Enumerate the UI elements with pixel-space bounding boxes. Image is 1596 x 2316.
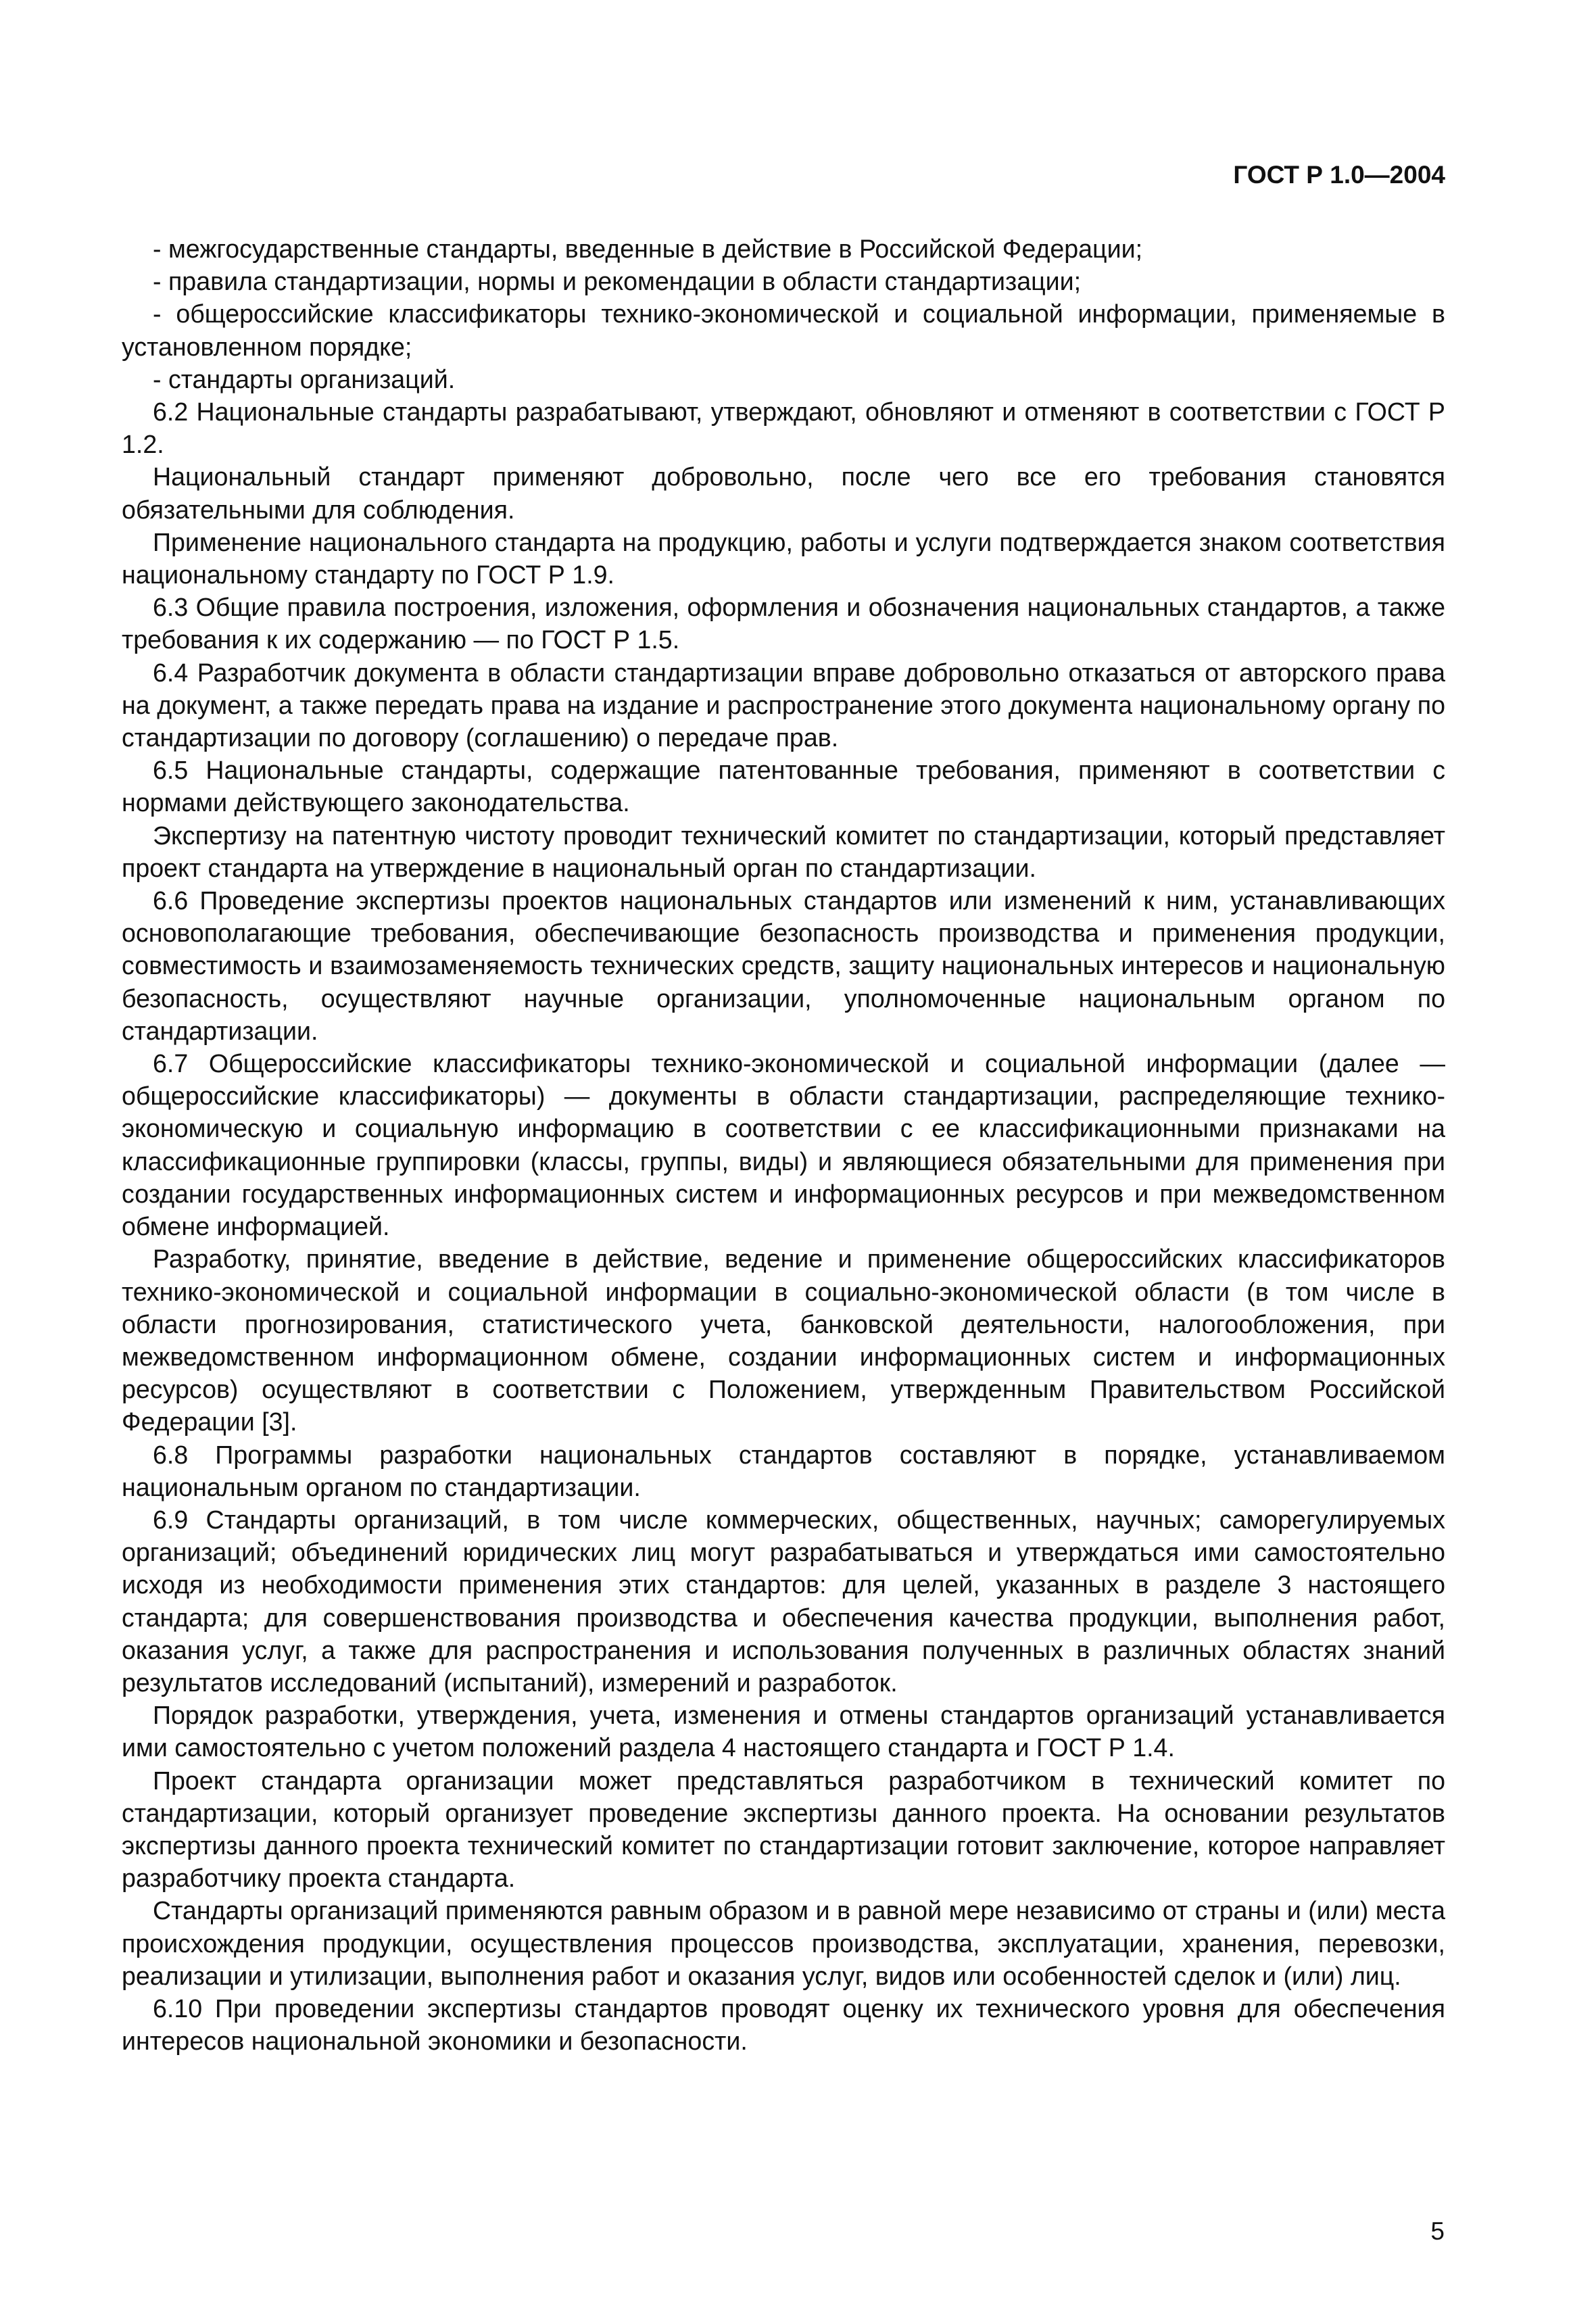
document-body — [122, 233, 1445, 2057]
paragraph: Порядок разработки, утверждения, учета, изменения и отмены стандартов организаций устанавливается ими самостоятельно с учетом положений раздела 4 настоящего стандарта и ГОСТ Р 1.4. — [122, 1701, 1445, 1762]
paragraph: Национальный стандарт применяют добровольно, после чего все его требования становятся обязательными для соблюдения. — [122, 462, 1445, 524]
paragraph: 6.6 Проведение экспертизы проектов национальных стандартов или изменений к ним, устанавливающих основополагающие требования, обеспечивающие безопасность производства и применения продукции, совместимость и взаимозаменяемость технических средств, защиту национальных интересов и национальную безопасность, осуществляют научные организации, уполномоченные национальным органом по стандартизации. — [122, 886, 1445, 1045]
paragraph: Разработку, принятие, введение в действие, ведение и применение общероссийских классификаторов технико-экономической и социальной информации в социально-экономической области (в том числе в области прогнозирования, статистического учета, банковской деятельности, налогообложения, при межведомственном информационном обмене, создании информационных систем и информационных ресурсов) осуществляют в соответствии с Положением, утвержденным Правительством Российской Федерации [3]. — [122, 1245, 1445, 1437]
paragraph: - общероссийские классификаторы технико-экономической и социальной информации, применяемые в установленном порядке; — [122, 299, 1445, 361]
paragraph: 6.5 Национальные стандарты, содержащие патентованные требования, применяют в соответствии с нормами действующего законодательства. — [122, 756, 1445, 817]
paragraph: Стандарты организаций применяются равным образом и в равной мере независимо от страны и (или) места происхождения продукции, осуществления процессов производства, эксплуатации, хранения, перевозки, реализации и утилизации, выполнения работ и оказания услуг, видов или особенностей сделок и (или) лиц. — [122, 1896, 1445, 1990]
paragraph: 6.7 Общероссийские классификаторы технико-экономической и социальной информации (далее — общероссийские классификаторы) — документы в области стандартизации, распределяющие технико-экономическую и социальную информацию в соответствии с ее классификационными признаками на классификационные группировки (классы, группы, виды) и являющиеся обязательными для применения при создании государственных информационных систем и информационных ресурсов и при межведомственном обмене информацией. — [122, 1049, 1445, 1241]
document-header: ГОСТ Р 1.0—2004 — [1233, 161, 1445, 189]
paragraph: 6.10 При проведении экспертизы стандартов проводят оценку их технического уровня для обеспечения интересов национальной экономики и безопасности. — [122, 1994, 1445, 2056]
paragraph: - правила стандартизации, нормы и рекомендации в области стандартизации; — [153, 267, 1082, 296]
paragraph: Экспертизу на патентную чистоту проводит технический комитет по стандартизации, который представляет проект стандарта на утверждение в национальный орган по стандартизации. — [122, 821, 1445, 882]
paragraph: Применение национального стандарта на продукцию, работы и услуги подтверждается знаком соответствия национальному стандарту по ГОСТ Р 1.9. — [122, 527, 1445, 589]
paragraph: 6.3 Общие правила построения, изложения, оформления и обозначения национальных стандартов, а также требования к их содержанию — по ГОСТ Р 1.5. — [122, 593, 1445, 654]
paragraph: - межгосударственные стандарты, введенные в действие в Российской Федерации; — [153, 235, 1143, 263]
paragraph: 6.9 Стандарты организаций, в том числе коммерческих, общественных, научных; саморегулируемых организаций; объединений юридических лиц могут разрабатываться и утверждаться ими самостоятельно исходя из необходимости применения этих стандартов: для целей, указанных в разделе 3 настоящего стандарта; для совершенствования производства и обеспечения качества продукции, выполнения работ, оказания услуг, а также для распространения и использования полученных в различных областях знаний результатов исследований (испытаний), измерений и разработок. — [122, 1505, 1445, 1697]
paragraph: 6.8 Программы разработки национальных стандартов составляют в порядке, устанавливаемом национальным органом по стандартизации. — [122, 1440, 1445, 1501]
paragraph: - стандарты организаций. — [153, 364, 456, 393]
paragraph: Проект стандарта организации может представляться разработчиком в технический комитет по стандартизации, который организует проведение экспертизы данного проекта. На основании результатов экспертизы данного проекта технический комитет по стандартизации готовит заключение, которое направляет разработчику проекта стандарта. — [122, 1766, 1445, 1893]
page-number: 5 — [1430, 2217, 1445, 2245]
paragraph: 6.4 Разработчик документа в области стандартизации вправе добровольно отказаться от авторского права на документ, а также передать права на издание и распространение этого документа национальному органу по стандартизации по договору (соглашению) о передаче прав. — [122, 658, 1445, 752]
paragraph: 6.2 Национальные стандарты разрабатывают, утверждают, обновляют и отменяют в соответствии с ГОСТ Р 1.2. — [122, 397, 1445, 459]
